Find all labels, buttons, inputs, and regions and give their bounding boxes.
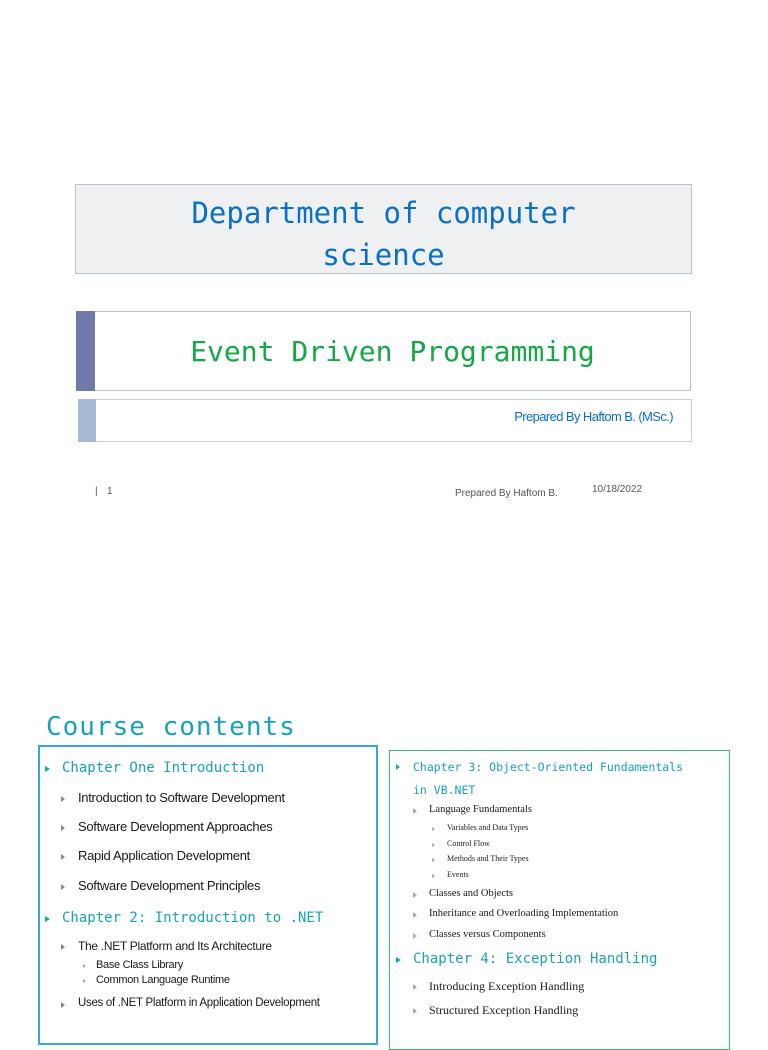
ch1-item: Introduction to Software Development bbox=[78, 790, 285, 805]
chapter-1-heading: Chapter One Introduction bbox=[62, 760, 265, 776]
ch1-item: Software Development Principles bbox=[78, 878, 261, 893]
item-bullet-icon bbox=[61, 1002, 65, 1008]
chapter-bullet-icon bbox=[45, 916, 50, 922]
ch3-subitem: Events bbox=[447, 870, 469, 879]
course-subtitle: Event Driven Programming bbox=[95, 311, 691, 391]
ch1-item: Rapid Application Development bbox=[78, 848, 250, 863]
chapter-3-heading-line1: Chapter 3: Object-Oriented Fundamentals bbox=[413, 760, 684, 774]
footer-page-number: 1 bbox=[107, 486, 113, 497]
item-bullet-icon bbox=[413, 892, 417, 898]
ch2-item: The .NET Platform and Its Architecture bbox=[78, 939, 272, 953]
chapter-3-heading-line2: in VB.NET bbox=[413, 783, 476, 797]
subitem-bullet-icon bbox=[432, 874, 435, 878]
item-bullet-icon bbox=[61, 944, 65, 950]
ch2-subitem: Base Class Library bbox=[96, 959, 183, 971]
item-bullet-icon bbox=[61, 796, 65, 802]
chapter-bullet-icon bbox=[45, 766, 50, 772]
subitem-bullet-icon bbox=[432, 827, 435, 831]
prepared-accent-bar bbox=[78, 399, 96, 442]
subitem-bullet-icon bbox=[83, 979, 86, 983]
ch1-item: Software Development Approaches bbox=[78, 819, 273, 834]
footer-date: 10/18/2022 bbox=[592, 484, 643, 495]
ch3-subitem: Control Flow bbox=[447, 839, 490, 848]
item-bullet-icon bbox=[61, 854, 65, 860]
course-contents-title: Course contents bbox=[46, 712, 296, 742]
ch3-item: Inheritance and Overloading Implementation bbox=[429, 908, 619, 919]
ch3-item: Classes versus Components bbox=[429, 929, 546, 940]
footer-author: Prepared By Haftom B. bbox=[455, 488, 558, 499]
department-title-line2: science bbox=[322, 238, 445, 272]
ch4-item: Introducing Exception Handling bbox=[429, 979, 585, 993]
ch2-subitem: Common Language Runtime bbox=[96, 974, 230, 986]
chapter-bullet-icon bbox=[396, 764, 400, 770]
item-bullet-icon bbox=[61, 825, 65, 831]
chapter-2-heading: Chapter 2: Introduction to .NET bbox=[62, 910, 324, 926]
ch2-item: Uses of .NET Platform in Application Development bbox=[78, 997, 320, 1009]
footer-page-marker: | bbox=[95, 486, 98, 497]
department-title-line1: Department of computer bbox=[191, 196, 576, 230]
subitem-bullet-icon bbox=[432, 858, 435, 862]
item-bullet-icon bbox=[413, 1008, 417, 1014]
ch3-subitem: Variables and Data Types bbox=[447, 823, 529, 832]
subtitle-accent-bar bbox=[76, 311, 95, 391]
subitem-bullet-icon bbox=[83, 964, 86, 968]
chapter-bullet-icon bbox=[396, 957, 401, 963]
item-bullet-icon bbox=[413, 912, 417, 918]
chapter-4-heading: Chapter 4: Exception Handling bbox=[413, 951, 658, 967]
ch4-item: Structured Exception Handling bbox=[429, 1003, 579, 1017]
item-bullet-icon bbox=[413, 808, 417, 814]
item-bullet-icon bbox=[413, 933, 417, 939]
subitem-bullet-icon bbox=[432, 843, 435, 847]
ch3-subitem: Methods and Their Types bbox=[447, 854, 529, 863]
prepared-by-text: Prepared By Haftom B. (MSc.) bbox=[96, 399, 692, 442]
item-bullet-icon bbox=[61, 884, 65, 890]
ch3-item: Language Fundamentals bbox=[429, 804, 532, 815]
ch3-item: Classes and Objects bbox=[429, 888, 513, 899]
department-title-box bbox=[75, 184, 692, 274]
item-bullet-icon bbox=[413, 984, 417, 990]
